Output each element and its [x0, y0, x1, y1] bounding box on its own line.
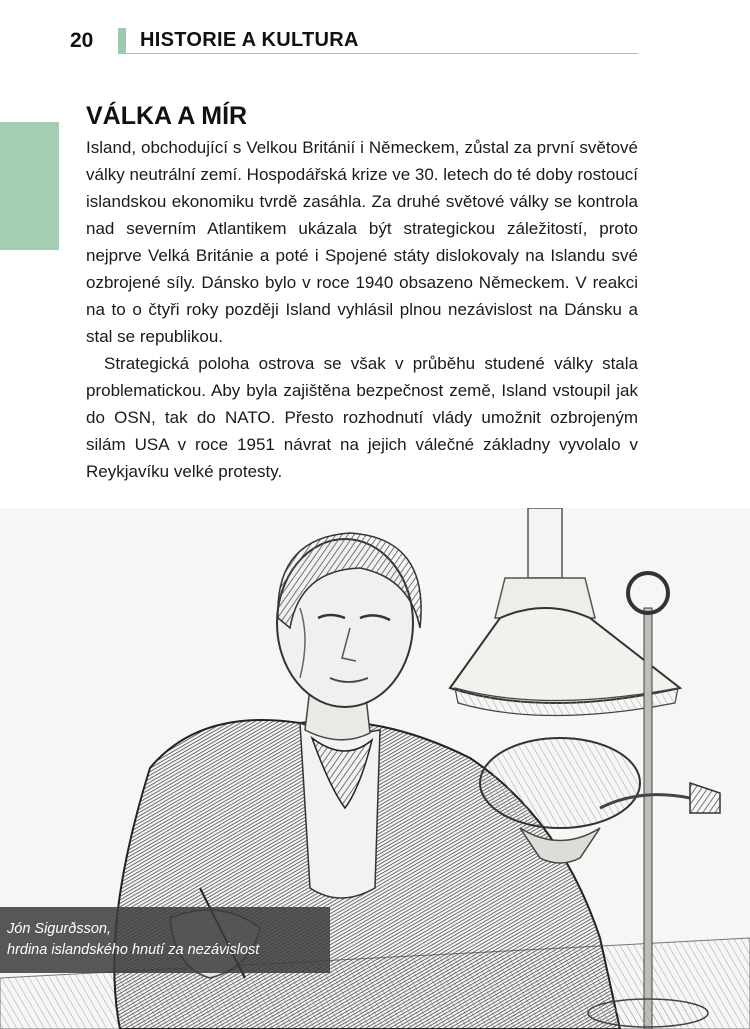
article-title: VÁLKA A MÍR [86, 102, 248, 130]
article-body [86, 134, 638, 485]
header-accent-bar [118, 28, 126, 54]
header-rule [126, 53, 638, 54]
paragraph-1: Island, obchodující s Velkou Británií i Německem, zůstal za první světové války neutrální zemí. Hospodářská krize ve 30. letech do té doby rostoucí islandskou ekonomiku tvrdě zasáhla. Za druhé světové války se kontrola nad severním Atlantikem ukázala být strategickou záležitostí, proto nejprve Velká Británie a poté i Spojené státy dislokovaly na Islandu své ozbrojené síly. Dánsko bylo v roce 1940 obsazeno Německem. V reakci na to o čtyři roky později Island vyhlásil plnou nezávislost na Dánsku a stal se republikou. [86, 138, 638, 346]
page-number: 20 [70, 29, 94, 52]
paragraph-2: Strategická poloha ostrova se však v průběhu studené války stala problematickou. Aby byla zajištěna bezpečnost země, Island vstoupil jak do OSN, tak do NATO. Přesto rozhodnutí vlády umožnit ozbrojeným silám USA v roce 1951 návrat na jejich válečné základny vyvolalo v Reykjavíku velké protesty. [86, 354, 638, 481]
caption-line-2: hrdina islandského hnutí za nezávislost [7, 942, 260, 958]
section-title: HISTORIE A KULTURA [140, 29, 359, 51]
side-tab-marker [0, 122, 59, 250]
caption-line-1: Jón Sigurðsson, [7, 921, 111, 937]
figure-caption [0, 907, 330, 973]
